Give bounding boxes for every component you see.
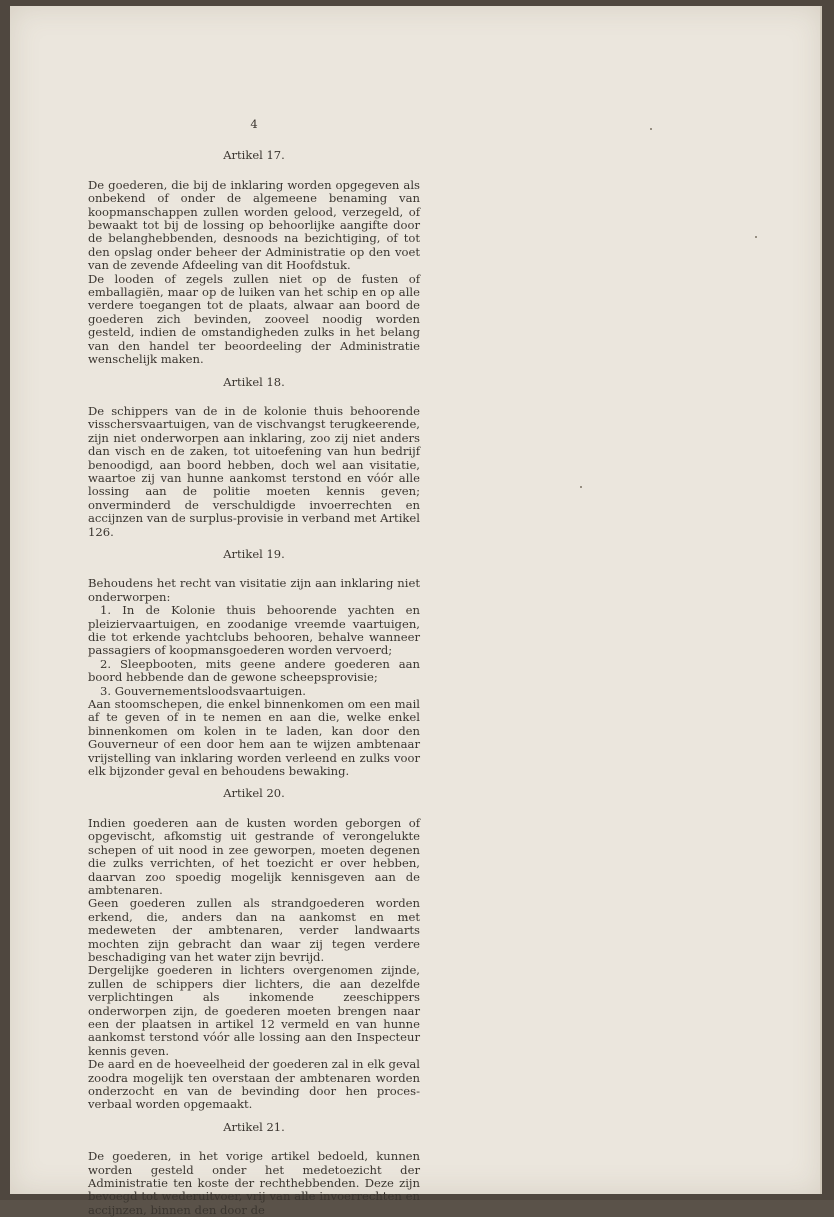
- article-17: [88, 149, 420, 366]
- paragraph: De aard en de hoeveelheid der goederen zal in elk geval zoodra mogelijk ten overstaan der ambtenaren worden onderzocht en van de bevinding door hen proces-verbaal worden opgemaakt.: [88, 1057, 420, 1112]
- list-item: 2. Sleepbooten, mits geene andere goederen aan boord hebbende dan de gewone scheepsprovisie;: [88, 656, 420, 685]
- article-18: [88, 376, 420, 539]
- article-heading: Artikel 20.: [223, 786, 285, 801]
- paragraph: Geen goederen zullen als strandgoederen worden erkend, die, anders dan na aankomst en met medeweten der ambtenaren, verder landwaarts mochten zijn gebracht dan waar zij tegen verdere beschadiging van het water zijn bevrijd.: [88, 896, 420, 964]
- paragraph: Aan stoomschepen, die enkel binnenkomen om een mail af te geven of in te nemen en aan die, welke enkel binnenkomen om kolen in te laden, kan door den Gouverneur of een door hem aan te wijzen ambtenaar vrijstelling van inklaring worden verleend en zulks voor elk bijzonder geval en behoudens bewaking.: [88, 697, 420, 779]
- paragraph: Dergelijke goederen in lichters overgenomen zijnde, zullen de schippers dier lichters, die aan dezelfde verplichtingen als inkomende zeeschippers onderworpen zijn, de goederen moeten brengen naar een der plaatsen in artikel 12 vermeld en van hunne aankomst terstond vóór alle lossing aan den Inspecteur kennis geven.: [88, 963, 420, 1058]
- article-19: [88, 548, 420, 779]
- paper-speck: [755, 236, 757, 238]
- paragraph: Indien goederen aan de kusten worden geborgen of opgevischt, afkomstig uit gestrande of verongelukte schepen of uit nood in zee geworpen, moeten degenen die zulks verrichten, of het toezicht er over hebben, daarvan zoo spoedig mogelijk kennisgeven aan de ambtenaren.: [88, 815, 420, 897]
- list-item: 3. Gouvernementsloodsvaartuigen.: [100, 683, 306, 698]
- article-20: [88, 787, 420, 1111]
- paragraph: De goederen, in het vorige artikel bedoeld, kunnen worden gesteld onder het medetoezicht der Administratie ten koste der rechthebbenden. Deze zijn bevoegd tot wederuitvoer, vrij van alle invoerrechten en accijnzen, binnen den door de: [88, 1149, 420, 1217]
- paper-speck: [650, 128, 652, 130]
- paragraph: De goederen, die bij de inklaring worden opgegeven als onbekend of onder de algemeene benaming van koopmanschappen zullen worden gelood, verzegeld, of bewaakt tot bij de lossing op behoorlijke aangifte door de belanghebbenden, desnoods na bezichtiging, of tot den opslag onder beheer der Administratie op den voet van de zevende Afdeeling van dit Hoofdstuk.: [88, 177, 420, 273]
- article-heading: Artikel 18.: [223, 374, 285, 389]
- article-21: [88, 1121, 420, 1217]
- paragraph: De schippers van de in de kolonie thuis behoorende visschersvaartuigen, van de vischvangst terugkeerende, zijn niet onderworpen aan inklaring, zoo zij niet anders dan visch en de zaken, tot uitoefening van hun bedrijf benoodigd, aan boord hebben, doch wel aan visitatie, waartoe zij van hunne aankomst terstond en vóór alle lossing aan de politie moeten kennis geven; onverminderd de verschuldigde invoerrechten en accijnzen van de surplus-provisie in verband met Artikel 126.: [88, 403, 420, 539]
- list-item: 1. In de Kolonie thuis behoorende yachten en pleiziervaartuigen, en zoodanige vreemde vaartuigen, die tot erkende yachtclubs behooren, behalve wanneer passagiers of koopmansgoederen worden vervoerd;: [88, 603, 420, 658]
- page-edge: [820, 6, 822, 1194]
- article-heading: Artikel 19.: [223, 546, 285, 561]
- paragraph: Behoudens het recht van visitatie zijn aan inklaring niet onderworpen:: [88, 576, 420, 604]
- paper-speck: [580, 486, 582, 488]
- page-number: 4: [250, 117, 258, 131]
- article-heading: Artikel 17.: [223, 148, 285, 163]
- document-text: [88, 118, 420, 1217]
- paragraph: De looden of zegels zullen niet op de fusten of emballagiën, maar op de luiken van het schip en op alle verdere toegangen tot de plaats, alwaar aan boord de goederen zich bevinden, zooveel noodig worden gesteld, indien de omstandigheden zulks in het belang van den handel ter beoordeeling der Administratie wenschelijk maken.: [88, 271, 420, 367]
- article-heading: Artikel 21.: [223, 1119, 285, 1134]
